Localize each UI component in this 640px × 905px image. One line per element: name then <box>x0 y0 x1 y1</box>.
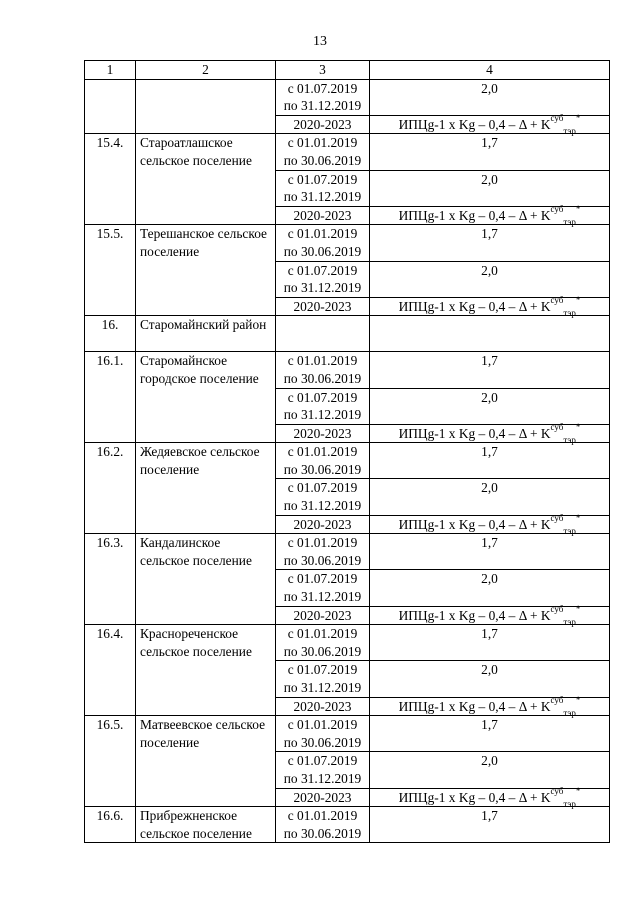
period-cell: с 01.01.2019 по 30.06.2019 <box>276 534 370 570</box>
formula-subscript: тэр <box>563 217 576 228</box>
row-number: 16.4. <box>85 625 136 716</box>
row-number: 16.2. <box>85 443 136 534</box>
value-cell: 2,0 <box>370 79 610 115</box>
period-cell: с 01.01.2019 по 30.06.2019 <box>276 807 370 843</box>
column-header-3: 3 <box>276 61 370 80</box>
formula-base: ИПЦg-1 x Kg – 0,4 – Δ + K <box>398 789 551 805</box>
formula-mark: * <box>575 204 581 215</box>
value-cell: 1,7 <box>370 134 610 170</box>
row-number: 16.3. <box>85 534 136 625</box>
table-row <box>85 443 610 479</box>
value-cell: 2,0 <box>370 261 610 297</box>
formula-mark: * <box>575 695 581 706</box>
formula-mark: * <box>575 295 581 306</box>
tariff-table <box>84 60 610 843</box>
formula-superscript: суб <box>550 513 564 524</box>
formula-cell <box>370 113 610 137</box>
column-header-2: 2 <box>136 61 276 80</box>
row-number <box>85 79 136 134</box>
formula-base: ИПЦg-1 x Kg – 0,4 – Δ + K <box>398 698 551 714</box>
value-cell: 1,7 <box>370 352 610 388</box>
formula-mark: * <box>575 604 581 615</box>
value-cell: 1,7 <box>370 716 610 752</box>
period-cell: с 01.07.2019 по 31.12.2019 <box>276 79 370 115</box>
formula-mark: * <box>575 422 581 433</box>
value-cell: 2,0 <box>370 479 610 515</box>
period-cell <box>276 316 370 352</box>
value-cell: 2,0 <box>370 661 610 697</box>
value-cell: 1,7 <box>370 807 610 843</box>
formula-cell <box>370 295 610 319</box>
table-row <box>85 625 610 661</box>
period-cell: с 01.01.2019 по 30.06.2019 <box>276 225 370 261</box>
settlement-name: Жедяевское сельское поселение <box>136 443 276 534</box>
value-cell: 1,7 <box>370 443 610 479</box>
table-row <box>85 225 610 261</box>
value-cell: 2,0 <box>370 170 610 206</box>
formula-cell <box>370 695 610 719</box>
settlement-name: Терешанское сельское поселение <box>136 225 276 316</box>
period-cell: с 01.01.2019 по 30.06.2019 <box>276 352 370 388</box>
value-cell: 1,7 <box>370 225 610 261</box>
settlement-name: Староатлашское сельское поселение <box>136 134 276 225</box>
row-number: 15.5. <box>85 225 136 316</box>
period-cell: 2020-2023 <box>276 788 370 807</box>
column-header-4: 4 <box>370 61 610 80</box>
formula-subscript: тэр <box>563 708 576 719</box>
formula-subscript: тэр <box>563 526 576 537</box>
row-number: 16.5. <box>85 716 136 807</box>
page-number: 13 <box>313 34 327 49</box>
period-cell: с 01.07.2019 по 31.12.2019 <box>276 661 370 697</box>
formula-subscript: тэр <box>563 126 576 137</box>
period-cell: с 01.01.2019 по 30.06.2019 <box>276 443 370 479</box>
settlement-name: Кандалинское сельское поселение <box>136 534 276 625</box>
formula-base: ИПЦg-1 x Kg – 0,4 – Δ + K <box>398 425 551 441</box>
period-cell: 2020-2023 <box>276 697 370 716</box>
table-header-row <box>85 61 610 80</box>
formula-base: ИПЦg-1 x Kg – 0,4 – Δ + K <box>398 116 551 132</box>
settlement-name: Старомайнский район <box>136 316 276 352</box>
formula-cell <box>370 422 610 446</box>
formula-superscript: суб <box>550 295 564 306</box>
value-cell: 2,0 <box>370 388 610 424</box>
period-cell: с 01.07.2019 по 31.12.2019 <box>276 388 370 424</box>
value-cell: 2,0 <box>370 570 610 606</box>
formula-mark: * <box>575 113 581 124</box>
formula-cell <box>370 604 610 628</box>
value-cell: 1,7 <box>370 625 610 661</box>
settlement-name: Прибрежненское сельское поселение <box>136 807 276 843</box>
period-cell: 2020-2023 <box>276 606 370 625</box>
settlement-name: Краснореченское сельское поселение <box>136 625 276 716</box>
formula-base: ИПЦg-1 x Kg – 0,4 – Δ + K <box>398 298 551 314</box>
formula-superscript: суб <box>550 695 564 706</box>
period-cell: 2020-2023 <box>276 515 370 534</box>
table-row <box>85 716 610 752</box>
period-cell: с 01.07.2019 по 31.12.2019 <box>276 479 370 515</box>
period-cell: 2020-2023 <box>276 115 370 134</box>
formula-base: ИПЦg-1 x Kg – 0,4 – Δ + K <box>398 207 551 223</box>
period-cell: с 01.07.2019 по 31.12.2019 <box>276 170 370 206</box>
settlement-name <box>136 79 276 134</box>
table-row <box>85 134 610 170</box>
value-cell: 2,0 <box>370 752 610 788</box>
formula-base: ИПЦg-1 x Kg – 0,4 – Δ + K <box>398 516 551 532</box>
value-cell <box>370 316 610 352</box>
formula-mark: * <box>575 513 581 524</box>
settlement-name: Старомайнское городское поселение <box>136 352 276 443</box>
period-cell: 2020-2023 <box>276 424 370 443</box>
formula-superscript: суб <box>550 204 564 215</box>
table-row <box>85 352 610 388</box>
period-cell: с 01.01.2019 по 30.06.2019 <box>276 716 370 752</box>
formula-superscript: суб <box>550 422 564 433</box>
table-row <box>85 534 610 570</box>
formula-cell <box>370 204 610 228</box>
period-cell: 2020-2023 <box>276 206 370 225</box>
value-cell: 1,7 <box>370 534 610 570</box>
formula-mark: * <box>575 786 581 797</box>
settlement-name: Матвеевское сельское поселение <box>136 716 276 807</box>
formula-superscript: суб <box>550 113 564 124</box>
row-number: 16.1. <box>85 352 136 443</box>
period-cell: с 01.07.2019 по 31.12.2019 <box>276 570 370 606</box>
period-cell: 2020-2023 <box>276 297 370 316</box>
period-cell: с 01.01.2019 по 30.06.2019 <box>276 625 370 661</box>
formula-base: ИПЦg-1 x Kg – 0,4 – Δ + K <box>398 607 551 623</box>
period-cell: с 01.07.2019 по 31.12.2019 <box>276 752 370 788</box>
period-cell: с 01.07.2019 по 31.12.2019 <box>276 261 370 297</box>
table-row <box>85 807 610 843</box>
formula-superscript: суб <box>550 786 564 797</box>
formula-superscript: суб <box>550 604 564 615</box>
table-row <box>85 79 610 115</box>
formula-subscript: тэр <box>563 435 576 446</box>
row-number: 16. <box>85 316 136 352</box>
row-number: 16.6. <box>85 807 136 843</box>
table-row <box>85 316 610 352</box>
period-cell: с 01.01.2019 по 30.06.2019 <box>276 134 370 170</box>
column-header-1: 1 <box>85 61 136 80</box>
formula-subscript: тэр <box>563 617 576 628</box>
formula-subscript: тэр <box>563 799 576 810</box>
formula-subscript: тэр <box>563 308 576 319</box>
row-number: 15.4. <box>85 134 136 225</box>
formula-cell <box>370 513 610 537</box>
formula-cell <box>370 786 610 810</box>
